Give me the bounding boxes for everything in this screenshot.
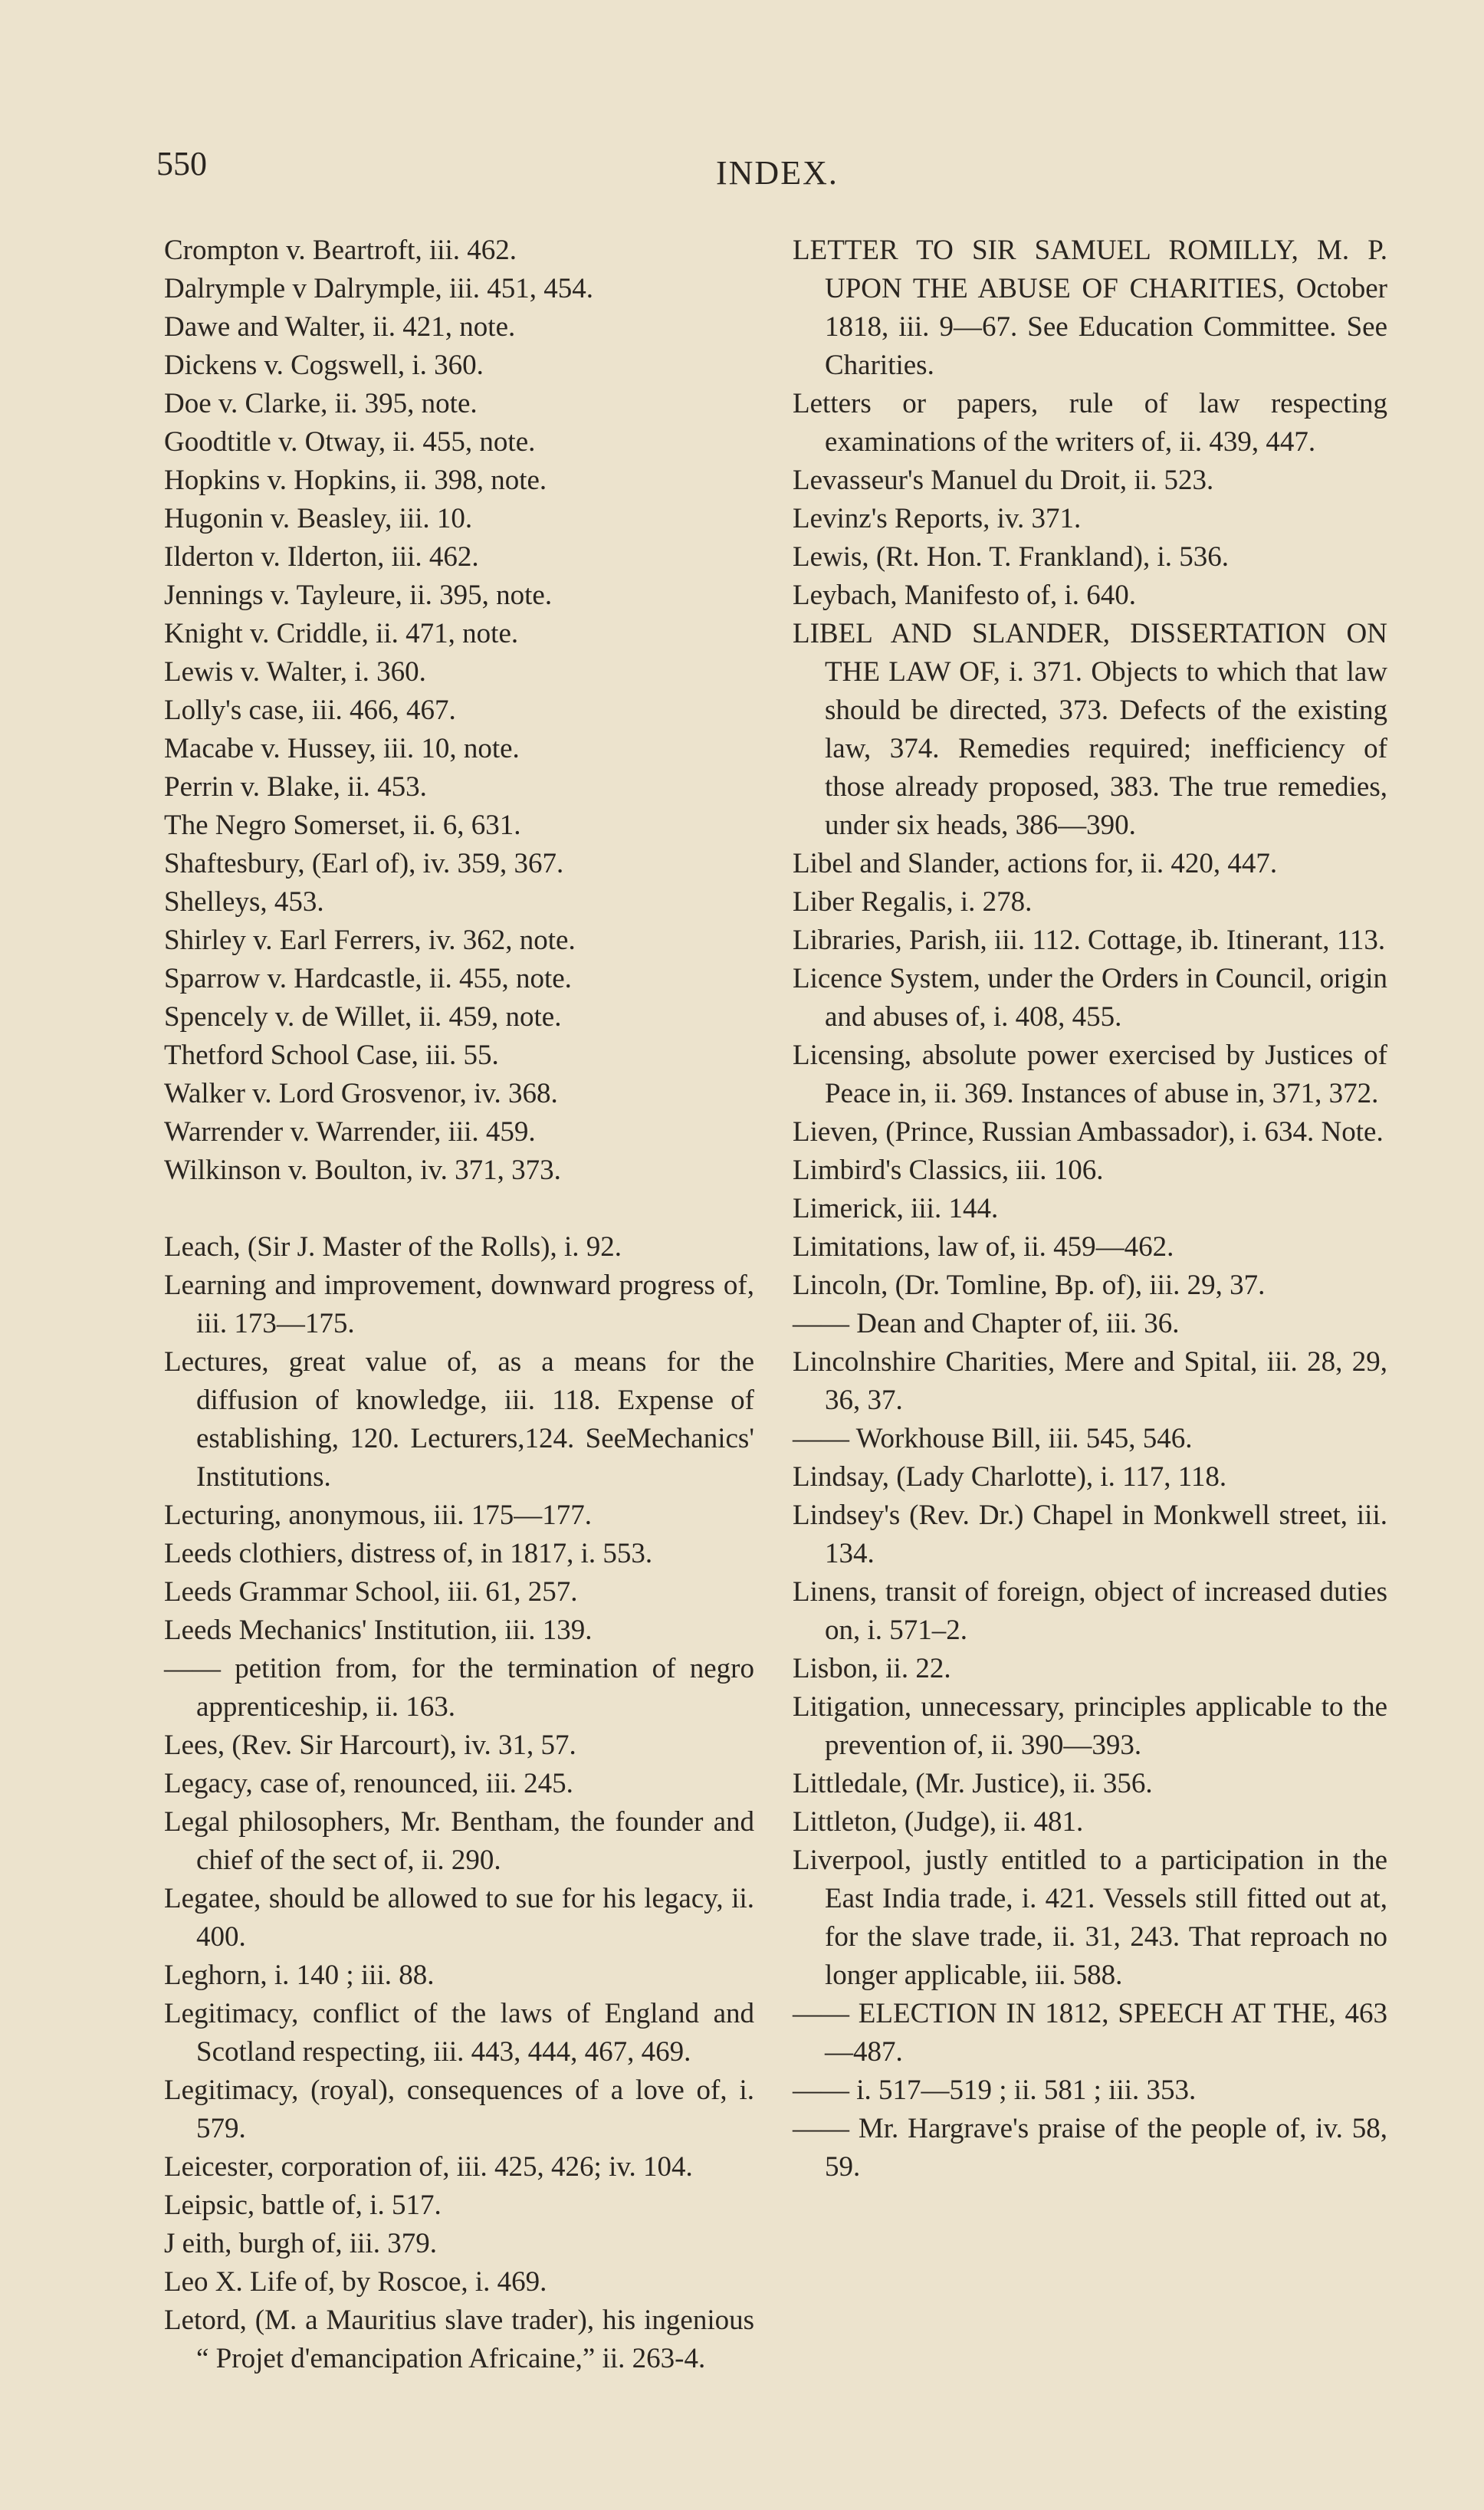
- index-entry: LETTER TO SIR SAMUEL ROMILLY, M. P. UPON THE ABUSE OF CHARITIES, October 1818, iii. 9—67. See Education Committee. See Charities.: [793, 235, 1387, 381]
- index-entry: Libraries, Parish, iii. 112. Cottage, ib. Itinerant, 113.: [793, 925, 1386, 956]
- index-entry: Litigation, unnecessary, principles applicable to the prevention of, ii. 390—393.: [793, 1691, 1387, 1761]
- case-entry: Shelleys, 453.: [164, 886, 324, 918]
- index-entry: Littledale, (Mr. Justice), ii. 356.: [793, 1768, 1153, 1799]
- entry-list: [793, 232, 1387, 2186]
- index-entry: Lindsey's (Rev. Dr.) Chapel in Monkwell street, iii. 134.: [793, 1500, 1387, 1569]
- index-entry: Leeds clothiers, distress of, in 1817, i. 553.: [164, 1538, 653, 1569]
- index-entry: —— Dean and Chapter of, iii. 36.: [793, 1308, 1180, 1339]
- case-entry: Ilderton v. Ilderton, iii. 462.: [164, 541, 479, 573]
- case-entry: Dalrymple v Dalrymple, iii. 451, 454.: [164, 273, 594, 304]
- index-entry: J eith, burgh of, iii. 379.: [164, 2228, 437, 2259]
- index-entry: Lisbon, ii. 22.: [793, 1653, 951, 1684]
- spacer: [164, 1190, 754, 1228]
- index-entry: Lincolnshire Charities, Mere and Spital, iii. 28, 29, 36, 37.: [793, 1346, 1387, 1416]
- case-entry: Thetford School Case, iii. 55.: [164, 1040, 499, 1071]
- entry-list: [164, 1228, 754, 2378]
- page-title: INDEX.: [716, 154, 839, 192]
- index-entry: Licence System, under the Orders in Council, origin and abuses of, i. 408, 455.: [793, 963, 1387, 1033]
- index-entry: Leghorn, i. 140 ; iii. 88.: [164, 1960, 435, 1991]
- index-entry: Leach, (Sir J. Master of the Rolls), i. 92.: [164, 1231, 622, 1263]
- index-entry: Lewis, (Rt. Hon. T. Frankland), i. 536.: [793, 541, 1229, 573]
- index-entry: —— Workhouse Bill, iii. 545, 546.: [793, 1423, 1193, 1454]
- left-column: [164, 232, 754, 2378]
- case-entry: Crompton v. Beartroft, iii. 462.: [164, 235, 517, 266]
- index-entry: Legatee, should be allowed to sue for his legacy, ii. 400.: [164, 1883, 754, 1953]
- index-entry: Limerick, iii. 144.: [793, 1193, 999, 1224]
- case-entry: Dickens v. Cogswell, i. 360.: [164, 350, 484, 381]
- index-entry: LIBEL AND SLANDER, DISSERTATION ON THE LAW OF, i. 371. Objects to which that law should be directed, 373. Defects of the existing law, 374. Remedies required; inefficiency of those already proposed, 383. The true remedies, under six heads, 386—390.: [793, 618, 1387, 841]
- index-entry: Lees, (Rev. Sir Harcourt), iv. 31, 57.: [164, 1730, 576, 1761]
- index-entry: Levasseur's Manuel du Droit, ii. 523.: [793, 465, 1214, 496]
- right-column: [793, 232, 1387, 2186]
- index-entry: Leo X. Life of, by Roscoe, i. 469.: [164, 2266, 547, 2298]
- case-entry: Perrin v. Blake, ii. 453.: [164, 771, 427, 803]
- index-entry: Lincoln, (Dr. Tomline, Bp. of), iii. 29, 37.: [793, 1270, 1266, 1301]
- index-entry: Leipsic, battle of, i. 517.: [164, 2190, 442, 2221]
- index-entry: Limbird's Classics, iii. 106.: [793, 1155, 1104, 1186]
- case-entry: Lolly's case, iii. 466, 467.: [164, 695, 456, 726]
- index-entry: Legacy, case of, renounced, iii. 245.: [164, 1768, 573, 1799]
- index-entry: Lecturing, anonymous, iii. 175—177.: [164, 1500, 593, 1531]
- index-entry: Leicester, corporation of, iii. 425, 426; iv. 104.: [164, 2151, 693, 2183]
- index-entry: —— Mr. Hargrave's praise of the people of, iv. 58, 59.: [793, 2113, 1387, 2183]
- index-entry: Levinz's Reports, iv. 371.: [793, 503, 1082, 534]
- case-entry: Walker v. Lord Grosvenor, iv. 368.: [164, 1078, 558, 1109]
- index-entry: Letord, (M. a Mauritius slave trader), his ingenious “ Projet d'emancipation Africaine,” ii. 263-4.: [164, 2305, 754, 2374]
- case-entry: Knight v. Criddle, ii. 471, note.: [164, 618, 519, 649]
- page-number: 550: [156, 145, 207, 182]
- index-entry: Leeds Grammar School, iii. 61, 257.: [164, 1576, 578, 1608]
- case-list: [164, 232, 754, 1190]
- index-entry: Legal philosophers, Mr. Bentham, the founder and chief of the sect of, ii. 290.: [164, 1806, 754, 1876]
- case-entry: Shaftesbury, (Earl of), iv. 359, 367.: [164, 848, 564, 879]
- index-entry: Letters or papers, rule of law respecting examinations of the writers of, ii. 439, 447.: [793, 388, 1387, 458]
- index-entry: Liber Regalis, i. 278.: [793, 886, 1033, 918]
- index-entry: Lieven, (Prince, Russian Ambassador), i. 634. Note.: [793, 1116, 1384, 1148]
- case-entry: Doe v. Clarke, ii. 395, note.: [164, 388, 478, 419]
- index-entry: Leeds Mechanics' Institution, iii. 139.: [164, 1615, 593, 1646]
- case-entry: Hopkins v. Hopkins, ii. 398, note.: [164, 465, 547, 496]
- index-entry: Libel and Slander, actions for, ii. 420, 447.: [793, 848, 1278, 879]
- index-entry: Licensing, absolute power exercised by Justices of Peace in, ii. 369. Instances of abuse in, 371, 372.: [793, 1040, 1387, 1109]
- case-entry: Jennings v. Tayleure, ii. 395, note.: [164, 580, 553, 611]
- case-entry: Spencely v. de Willet, ii. 459, note.: [164, 1001, 562, 1033]
- index-entry: Legitimacy, conflict of the laws of England and Scotland respecting, iii. 443, 444, 467, 469.: [164, 1998, 754, 2068]
- case-entry: The Negro Somerset, ii. 6, 631.: [164, 810, 521, 841]
- case-entry: Macabe v. Hussey, iii. 10, note.: [164, 733, 520, 764]
- index-entry: —— ELECTION IN 1812, SPEECH AT THE, 463—487.: [793, 1998, 1387, 2068]
- index-entry: Littleton, (Judge), ii. 481.: [793, 1806, 1084, 1838]
- case-entry: Goodtitle v. Otway, ii. 455, note.: [164, 426, 536, 458]
- index-entry: Legitimacy, (royal), consequences of a love of, i. 579.: [164, 2075, 754, 2144]
- case-entry: Sparrow v. Hardcastle, ii. 455, note.: [164, 963, 572, 994]
- case-entry: Shirley v. Earl Ferrers, iv. 362, note.: [164, 925, 576, 956]
- index-entry: Linens, transit of foreign, object of increased duties on, i. 571–2.: [793, 1576, 1387, 1646]
- case-entry: Warrender v. Warrender, iii. 459.: [164, 1116, 536, 1148]
- case-entry: Lewis v. Walter, i. 360.: [164, 656, 426, 688]
- index-entry: Lindsay, (Lady Charlotte), i. 117, 118.: [793, 1461, 1227, 1493]
- index-entry: Learning and improvement, downward progress of, iii. 173—175.: [164, 1270, 754, 1339]
- index-entry: Leybach, Manifesto of, i. 640.: [793, 580, 1136, 611]
- index-entry: —— i. 517—519 ; ii. 581 ; iii. 353.: [793, 2075, 1197, 2106]
- case-entry: Hugonin v. Beasley, iii. 10.: [164, 503, 473, 534]
- index-entry: Liverpool, justly entitled to a participation in the East India trade, i. 421. Vessels still fitted out at, for the slave trade, ii. 31, 243. That reproach no longer applicable, iii. 588.: [793, 1845, 1387, 1991]
- index-entry: Lectures, great value of, as a means for the diffusion of knowledge, iii. 118. Expense of establishing, 120. Lecturers,124. SeeMechanics' Institutions.: [164, 1346, 754, 1493]
- case-entry: Wilkinson v. Boulton, iv. 371, 373.: [164, 1155, 561, 1186]
- case-entry: Dawe and Walter, ii. 421, note.: [164, 311, 516, 343]
- index-entry: Limitations, law of, ii. 459—462.: [793, 1231, 1174, 1263]
- index-entry: —— petition from, for the termination of negro apprenticeship, ii. 163.: [164, 1653, 754, 1723]
